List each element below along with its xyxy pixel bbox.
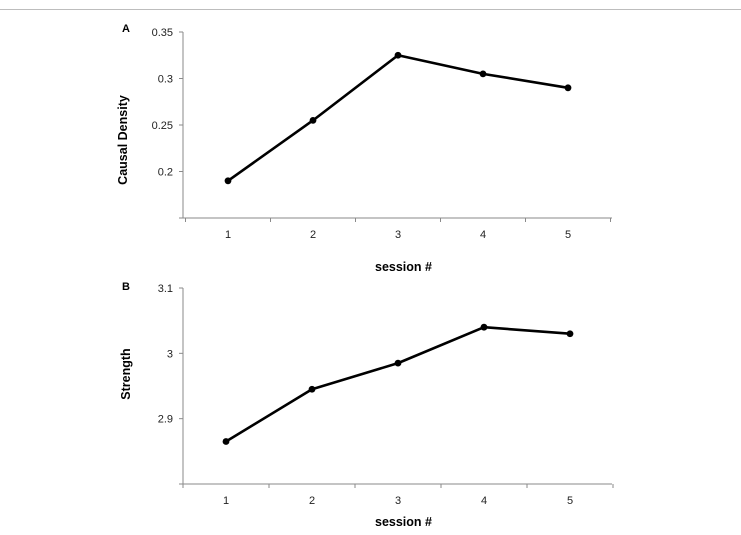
- y-axis-title: Strength: [119, 348, 133, 400]
- x-tick-label: 3: [394, 495, 402, 507]
- data-point: [395, 360, 402, 367]
- y-tick-label: 3.1: [157, 283, 173, 295]
- y-axis-title: Causal Density: [116, 95, 130, 185]
- data-point: [225, 177, 232, 184]
- data-point: [310, 117, 317, 124]
- x-tick-label: 5: [566, 495, 574, 507]
- x-tick-label: 2: [308, 495, 316, 507]
- x-axis-title: session #: [375, 260, 432, 274]
- y-tick-label: 0.3: [157, 73, 173, 86]
- data-point: [565, 84, 572, 91]
- data-point: [567, 330, 574, 337]
- x-tick-label: 3: [394, 229, 402, 241]
- x-axis-title: session #: [375, 515, 432, 529]
- panel-letter: A: [122, 23, 130, 35]
- data-point: [309, 386, 316, 393]
- series-line: [226, 327, 570, 441]
- y-tick-label: 0.2: [157, 166, 173, 179]
- y-tick-label: 2.9: [157, 413, 173, 426]
- data-point: [480, 70, 487, 77]
- x-tick-label: 4: [480, 495, 488, 507]
- panel-a: [116, 23, 612, 274]
- y-tick-label: 3: [166, 348, 173, 361]
- x-tick-label: 5: [564, 229, 572, 241]
- data-point: [481, 324, 488, 331]
- panel-letter: B: [122, 281, 130, 293]
- x-tick-label: 1: [222, 495, 230, 507]
- x-tick-label: 4: [479, 229, 487, 241]
- series-line: [228, 55, 568, 181]
- x-tick-label: 1: [224, 229, 232, 241]
- panel-b: [119, 281, 613, 529]
- y-tick-label: 0.25: [151, 120, 173, 132]
- data-point: [395, 52, 402, 59]
- y-tick-label: 0.35: [151, 27, 173, 39]
- data-point: [223, 438, 230, 445]
- x-tick-label: 2: [309, 229, 317, 241]
